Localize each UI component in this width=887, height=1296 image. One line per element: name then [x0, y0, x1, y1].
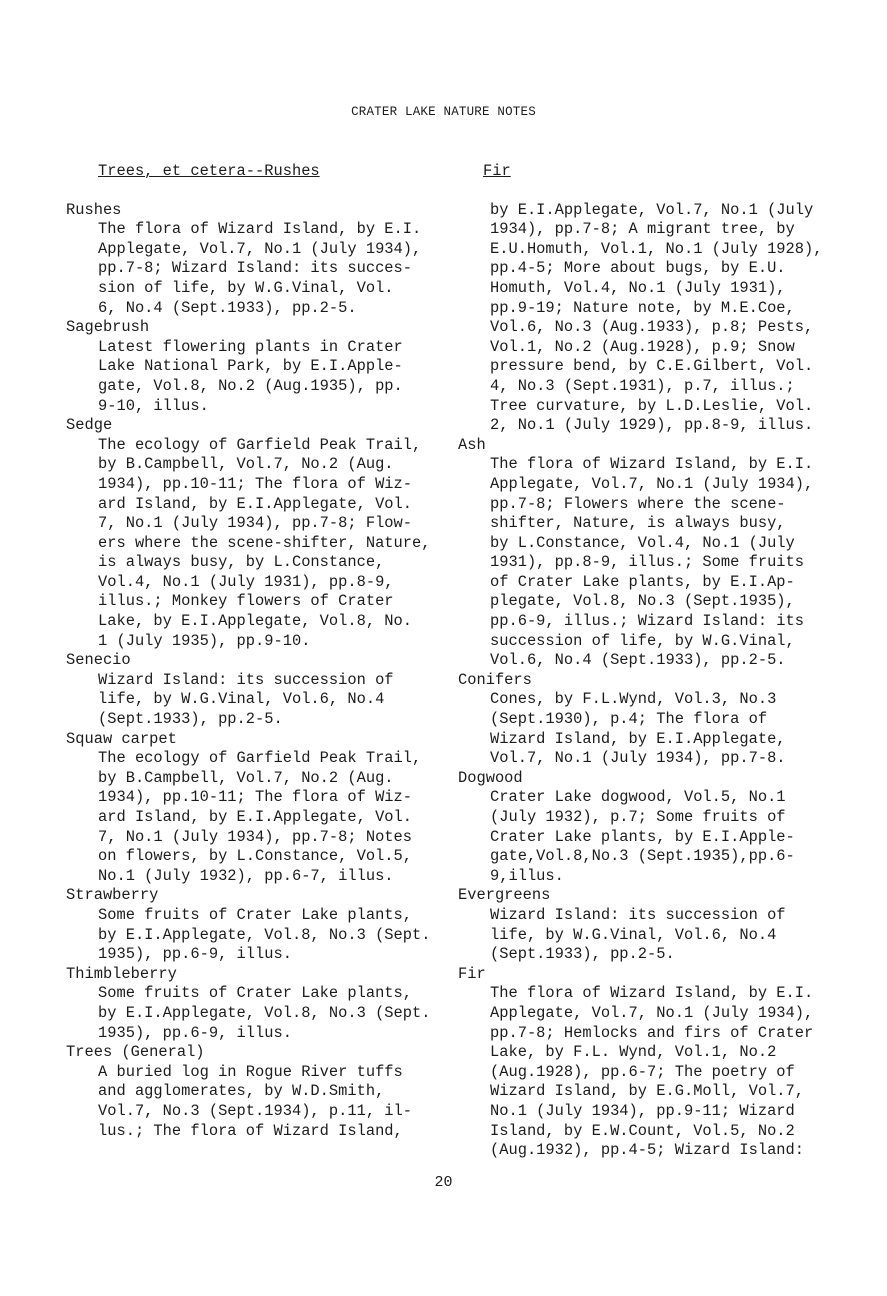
citation-line: 7, No.1 (July 1934), pp.7-8; Notes: [98, 827, 413, 846]
citation-line: Some fruits of Crater Lake plants,: [98, 984, 413, 1003]
index-entry: [458, 886, 838, 964]
citation-line: Cones, by F.L.Wynd, Vol.3, No.3: [490, 690, 777, 709]
entry-term: Conifers: [458, 670, 532, 689]
entry-term: Sedge: [66, 416, 113, 435]
citation-line: life, by W.G.Vinal, Vol.6, No.4: [490, 925, 777, 944]
citation-line: by E.I.Applegate, Vol.7, No.1 (July: [490, 200, 814, 219]
entry-term: Senecio: [66, 651, 131, 670]
entry-citations: [66, 220, 436, 318]
citation-line: ard Island, by E.I.Applegate, Vol.: [98, 494, 413, 513]
entry-citations: [66, 1063, 436, 1141]
citation-line: No.1 (July 1934), pp.9-11; Wizard: [490, 1101, 795, 1120]
left-column: [66, 162, 436, 1141]
citation-line: Island, by E.W.Count, Vol.5, No.2: [490, 1121, 795, 1140]
entry-citations: [66, 671, 436, 730]
citation-line: Crater Lake plants, by E.I.Apple-: [490, 827, 795, 846]
entry-term: Squaw carpet: [66, 729, 177, 748]
index-entry: [458, 436, 838, 671]
index-entry: [458, 671, 838, 769]
index-entry: [66, 416, 436, 651]
entry-citations: [66, 338, 436, 416]
citation-line: gate,Vol.8,No.3 (Sept.1935),pp.6-9,illus.: [490, 847, 795, 885]
citation-line: Lake, by F.L. Wynd, Vol.1, No.2: [490, 1043, 777, 1062]
citation-line: Lake National Park, by E.I.Apple-: [98, 357, 403, 376]
citation-line: The ecology of Garfield Peak Trail,: [98, 435, 422, 454]
citation-line: pp.9-19; Nature note, by M.E.Coe,: [490, 298, 795, 317]
citation-line: Latest flowering plants in Crater: [98, 337, 403, 356]
citation-line: 1935), pp.6-9, illus.: [98, 945, 292, 964]
citation-line: 4, No.3 (Sept.1931), p.7, illus.;: [490, 376, 795, 395]
citation-line: ers where the scene-shifter, Nature,: [98, 533, 431, 552]
citation-line: by B.Campbell, Vol.7, No.2 (Aug.: [98, 768, 394, 787]
citation-line: Wizard Island, by E.I.Applegate,: [490, 729, 786, 748]
index-entry: [66, 730, 436, 887]
citation-line: Some fruits of Crater Lake plants,: [98, 905, 413, 924]
right-column: [458, 162, 838, 1161]
citation-line: 7, No.1 (July 1934), pp.7-8; Flow-: [98, 514, 413, 533]
entry-term: Evergreens: [458, 886, 551, 905]
citation-line: gate, Vol.8, No.2 (Aug.1935), pp.: [98, 376, 403, 395]
entry-term: Ash: [458, 435, 486, 454]
entry-citations: [66, 984, 436, 1043]
index-entry: [66, 318, 436, 416]
entry-term: Trees (General): [66, 1043, 205, 1062]
citation-line: The flora of Wizard Island, by E.I.: [98, 220, 422, 239]
continuation-text: [458, 201, 838, 436]
citation-line: Vol.1, No.2 (Aug.1928), p.9; Snow: [490, 337, 795, 356]
citation-line: Applegate, Vol.7, No.1 (July 1934),: [490, 474, 814, 493]
entry-term: Sagebrush: [66, 318, 150, 337]
citation-line: and agglomerates, by W.D.Smith,: [98, 1082, 385, 1101]
citation-line: Vol.6, No.4 (Sept.1933), pp.2-5.: [490, 651, 786, 670]
citation-line: Lake, by E.I.Applegate, Vol.8, No.: [98, 612, 413, 631]
page-number: 20: [434, 1174, 453, 1191]
citation-line: E.U.Homuth, Vol.1, No.1 (July 1928),: [490, 239, 823, 258]
citation-line: by L.Constance, Vol.4, No.1 (July: [490, 533, 795, 552]
citation-line: 2, No.1 (July 1929), pp.8-9, illus.: [490, 416, 814, 435]
entry-term: Fir: [458, 964, 486, 983]
citation-line: by B.Campbell, Vol.7, No.2 (Aug.: [98, 455, 394, 474]
index-entry: [458, 769, 838, 887]
entry-term: Dogwood: [458, 768, 523, 787]
citation-line: 9-10, illus.: [98, 396, 209, 415]
citation-line: is always busy, by L.Constance,: [98, 553, 385, 572]
citation-line: succession of life, by W.G.Vinal,: [490, 631, 795, 650]
entry-citations: [66, 436, 436, 652]
citation-line: pp.7-8; Hemlocks and firs of Crater: [490, 1023, 814, 1042]
index-entry: [66, 886, 436, 964]
index-entry: [66, 651, 436, 729]
index-entry: [66, 201, 436, 319]
citation-line: Applegate, Vol.7, No.1 (July 1934),: [490, 1003, 814, 1022]
citation-line: Wizard Island: its succession of: [490, 905, 786, 924]
entry-citations: [458, 788, 838, 886]
citation-line: of Crater Lake plants, by E.I.Ap-: [490, 572, 795, 591]
citation-line: sion of life, by W.G.Vinal, Vol.: [98, 278, 394, 297]
citation-line: plegate, Vol.8, No.3 (Sept.1935),: [490, 592, 795, 611]
entry-term: Rushes: [66, 200, 122, 219]
citation-line: Homuth, Vol.4, No.1 (July 1931),: [490, 278, 786, 297]
citation-line: No.1 (July 1932), pp.6-7, illus.: [98, 866, 394, 885]
entry-term: Strawberry: [66, 886, 159, 905]
entry-term: Thimbleberry: [66, 964, 177, 983]
citation-line: on flowers, by L.Constance, Vol.5,: [98, 847, 413, 866]
citation-line: (July 1932), p.7; Some fruits of: [490, 808, 786, 826]
citation-line: by E.I.Applegate, Vol.8, No.3 (Sept.: [98, 925, 431, 944]
citation-line: The flora of Wizard Island, by E.I.: [490, 984, 814, 1003]
citation-line: pp.7-8; Flowers where the scene-: [490, 494, 786, 513]
citation-line: The ecology of Garfield Peak Trail,: [98, 749, 422, 768]
entry-citations: [66, 906, 436, 965]
entry-citations: [458, 690, 838, 768]
entry-citations: [458, 906, 838, 965]
citation-line: (Aug.1928), pp.6-7; The poetry of: [490, 1062, 795, 1081]
citation-line: Vol.6, No.3 (Aug.1933), p.8; Pests,: [490, 318, 814, 337]
entry-citations: [458, 455, 838, 671]
citation-line: 1934), pp.10-11; The flora of Wiz-: [98, 788, 413, 807]
citation-line: (Aug.1932), pp.4-5; Wizard Island:: [490, 1141, 805, 1160]
left-column-heading: Trees, et cetera--Rushes: [98, 162, 320, 180]
left-entry-list: [66, 201, 436, 1142]
right-column-heading: Fir: [483, 162, 511, 180]
citation-line: (Sept.1930), p.4; The flora of: [490, 710, 768, 729]
citation-line: Vol.7, No.1 (July 1934), pp.7-8.: [490, 749, 786, 768]
citation-line: lus.; The flora of Wizard Island,: [98, 1121, 403, 1140]
citation-line: (Sept.1933), pp.2-5.: [98, 710, 283, 729]
citation-line: Wizard Island: its succession of: [98, 670, 394, 689]
citation-line: 1931), pp.8-9, illus.; Some fruits: [490, 553, 805, 572]
citation-line: pp.6-9, illus.; Wizard Island: its: [490, 612, 805, 631]
citation-line: 6, No.4 (Sept.1933), pp.2-5.: [98, 298, 357, 317]
entry-citations: [66, 749, 436, 886]
entry-citations: [458, 984, 838, 1160]
citation-line: 1935), pp.6-9, illus.: [98, 1023, 292, 1042]
citation-line: Tree curvature, by L.D.Leslie, Vol.: [490, 396, 814, 415]
citation-line: Applegate, Vol.7, No.1 (July 1934),: [98, 239, 422, 258]
citation-line: (Sept.1933), pp.2-5.: [490, 945, 675, 964]
citation-line: 1934), pp.10-11; The flora of Wiz-: [98, 474, 413, 493]
citation-line: illus.; Monkey flowers of Crater: [98, 592, 394, 611]
index-entry: [458, 965, 838, 1161]
citation-line: The flora of Wizard Island, by E.I.: [490, 455, 814, 474]
citation-line: by E.I.Applegate, Vol.8, No.3 (Sept.: [98, 1003, 431, 1022]
citation-line: shifter, Nature, is always busy,: [490, 514, 786, 533]
citation-line: pp.4-5; More about bugs, by E.U.: [490, 259, 786, 278]
citation-line: 1934), pp.7-8; A migrant tree, by: [490, 220, 795, 239]
citation-line: pressure bend, by C.E.Gilbert, Vol.: [490, 357, 814, 376]
citation-line: A buried log in Rogue River tuffs: [98, 1062, 403, 1081]
right-entry-list: [458, 436, 838, 1161]
index-entry: [66, 965, 436, 1043]
citation-line: Wizard Island, by E.G.Moll, Vol.7,: [490, 1082, 805, 1101]
citation-line: Vol.7, No.3 (Sept.1934), p.11, il-: [98, 1101, 413, 1120]
index-entry: [66, 1043, 436, 1141]
citation-line: Crater Lake dogwood, Vol.5, No.1: [490, 788, 786, 807]
citation-line: 1 (July 1935), pp.9-10.: [98, 631, 311, 650]
citation-line: life, by W.G.Vinal, Vol.6, No.4: [98, 690, 385, 709]
citation-line: Vol.4, No.1 (July 1931), pp.8-9,: [98, 572, 394, 591]
citation-line: ard Island, by E.I.Applegate, Vol.: [98, 808, 413, 826]
page-header: CRATER LAKE NATURE NOTES: [351, 105, 536, 119]
citation-line: pp.7-8; Wizard Island: its succes-: [98, 259, 413, 278]
